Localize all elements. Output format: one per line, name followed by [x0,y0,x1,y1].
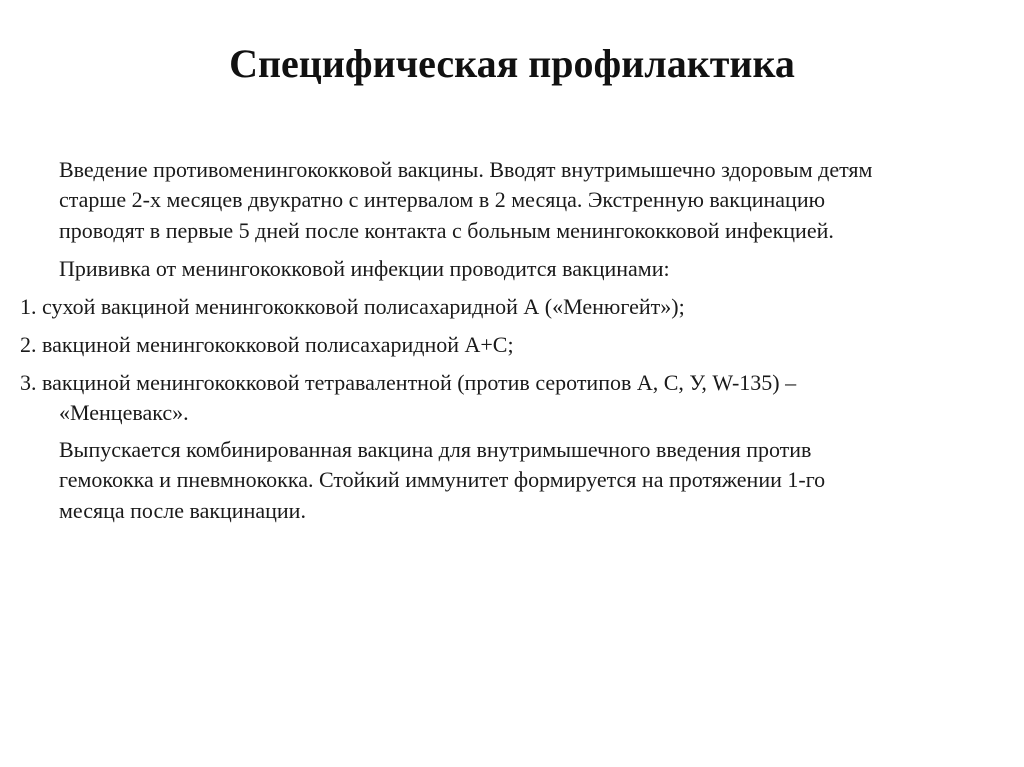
list-item-2: 2. вакциной менингококковой полисахаридной А+С; [20,332,514,357]
body-text-line: старше 2-х месяцев двукратно с интервалом в 2 месяца. Экстренную вакцинацию [59,187,826,212]
body-text-line: месяца после вакцинации. [59,498,306,523]
list-item-3: 3. вакциной менингококковой тетравалентной (против серотипов А, С, У, W-135) – [20,370,797,395]
body-text-line: Введение противоменингококковой вакцины. Вводят внутримышечно здоровым детям [59,157,873,182]
slide-title: Специфическая профилактика [229,41,795,86]
body-text-line: гемококка и пневмнококка. Стойкий иммунитет формируется на протяжении 1-го [59,467,826,492]
body-text-line: Прививка от менингококковой инфекции проводится вакцинами: [59,256,670,281]
list-item-1: 1. сухой вакциной менингококковой полисахаридной А («Менюгейт»); [20,294,685,319]
body-text-line: Выпускается комбинированная вакцина для внутримышечного введения против [59,437,812,462]
list-item-3-continuation: «Менцевакс». [59,400,189,425]
body-text-line: проводят в первые 5 дней после контакта с больным менингококковой инфекцией. [59,218,834,243]
